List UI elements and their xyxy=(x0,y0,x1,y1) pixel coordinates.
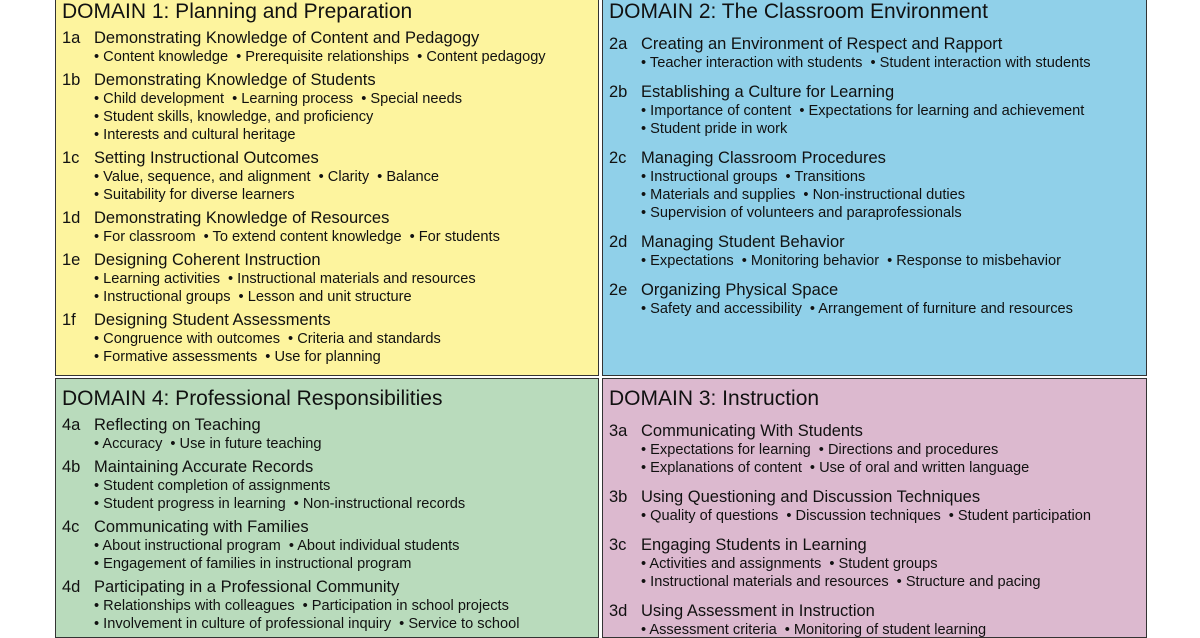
component-title: Engaging Students in Learning xyxy=(641,536,867,554)
element-text: About individual students xyxy=(297,538,460,554)
element-bullet: • Student participation xyxy=(948,508,1091,524)
element-line xyxy=(94,108,592,126)
element-bullet: • Safety and accessibility xyxy=(641,301,802,317)
element-bullet: • Suitability for diverse learners xyxy=(94,187,295,203)
element-text: Use for planning xyxy=(274,349,381,365)
element-text: Importance of content xyxy=(650,103,792,119)
element-line xyxy=(94,555,592,573)
element-bullet: • Criteria and standards xyxy=(288,331,441,347)
element-text: Learning process xyxy=(241,91,354,107)
component-title: Communicating with Families xyxy=(94,518,309,536)
element-text: Service to school xyxy=(408,616,520,632)
component-code: 3a xyxy=(609,422,628,440)
component-item xyxy=(62,149,592,204)
component-code: 1e xyxy=(62,251,81,269)
domain-title: DOMAIN 1: Planning and Preparation xyxy=(62,0,413,23)
element-line xyxy=(94,288,592,306)
component-title: Designing Coherent Instruction xyxy=(94,251,321,269)
element-text: Student skills, knowledge, and proficiency xyxy=(103,109,374,125)
element-text: Arrangement of furniture and resources xyxy=(818,301,1073,317)
element-bullet: • Teacher interaction with students xyxy=(641,55,863,71)
element-text: Monitoring of student learning xyxy=(793,622,987,638)
component-code: 1b xyxy=(62,71,81,89)
element-line xyxy=(641,102,1140,120)
element-bullet: • Accuracy xyxy=(94,436,163,452)
element-bullet: • About instructional program xyxy=(94,538,281,554)
component-item xyxy=(62,458,592,513)
element-bullet: • Monitoring behavior xyxy=(741,253,880,269)
element-bullet: • Value, sequence, and alignment xyxy=(94,169,311,185)
element-bullet: • Relationships with colleagues xyxy=(94,598,295,614)
element-bullet: • Transitions xyxy=(785,169,866,185)
element-line xyxy=(641,54,1140,72)
component-item xyxy=(609,233,1140,270)
element-bullet: • Supervision of volunteers and paraprofessionals xyxy=(641,205,962,221)
element-line xyxy=(94,597,592,615)
element-text: Congruence with outcomes xyxy=(103,331,281,347)
element-text: To extend content knowledge xyxy=(212,229,402,245)
domain-title: DOMAIN 2: The Classroom Environment xyxy=(609,0,988,23)
domain-2-panel xyxy=(602,0,1147,376)
component-item xyxy=(609,149,1140,222)
element-bullet: • Instructional groups xyxy=(641,169,778,185)
element-bullet: • Use for planning xyxy=(265,349,381,365)
element-line xyxy=(94,186,592,204)
element-line xyxy=(94,168,592,186)
element-bullet: • Clarity xyxy=(318,169,370,185)
element-line xyxy=(94,435,592,453)
element-text: Participation in school projects xyxy=(311,598,509,614)
element-line xyxy=(641,300,1140,318)
domain-title: DOMAIN 3: Instruction xyxy=(609,387,820,410)
component-title: Communicating With Students xyxy=(641,422,863,440)
element-text: For students xyxy=(418,229,500,245)
component-title: Designing Student Assessments xyxy=(94,311,331,329)
element-text: Balance xyxy=(386,169,440,185)
element-bullet: • Expectations for learning and achievement xyxy=(799,103,1085,119)
component-code: 2d xyxy=(609,233,628,251)
element-bullet: • Monitoring of student learning xyxy=(784,622,987,638)
component-title: Creating an Environment of Respect and Rapport xyxy=(641,35,1003,53)
element-bullet: • Prerequisite relationships xyxy=(236,49,410,65)
component-item xyxy=(62,311,592,366)
component-code: 3b xyxy=(609,488,628,506)
domain-4-panel xyxy=(55,378,599,638)
element-bullet: • Engagement of families in instructional program xyxy=(94,556,412,572)
element-bullet: • Discussion techniques xyxy=(786,508,941,524)
element-text: Formative assessments xyxy=(103,349,258,365)
element-text: Quality of questions xyxy=(650,508,779,524)
element-text: Involvement in culture of professional inquiry xyxy=(103,616,392,632)
element-bullet: • Importance of content xyxy=(641,103,792,119)
element-text: Materials and supplies xyxy=(650,187,796,203)
element-line xyxy=(641,507,1140,525)
element-text: Transitions xyxy=(794,169,866,185)
element-bullet: • Directions and procedures xyxy=(818,442,999,458)
element-text: Discussion techniques xyxy=(795,508,941,524)
element-text: Interests and cultural heritage xyxy=(103,127,296,143)
component-item xyxy=(609,602,1140,638)
element-bullet: • Student groups xyxy=(829,556,938,572)
component-code: 4d xyxy=(62,578,81,596)
component-title: Using Questioning and Discussion Techniques xyxy=(641,488,981,506)
element-line xyxy=(641,204,1140,222)
element-line xyxy=(94,48,592,66)
element-bullet: • For classroom xyxy=(94,229,196,245)
component-item xyxy=(62,518,592,573)
component-item xyxy=(62,71,592,144)
element-text: Value, sequence, and alignment xyxy=(103,169,311,185)
element-text: Directions and procedures xyxy=(827,442,999,458)
element-text: Response to misbehavior xyxy=(896,253,1061,269)
element-text: Learning activities xyxy=(103,271,220,287)
element-text: Special needs xyxy=(370,91,463,107)
element-text: Instructional groups xyxy=(650,169,778,185)
element-line xyxy=(94,126,592,144)
component-item xyxy=(62,209,592,246)
element-bullet: • Expectations for learning xyxy=(641,442,811,458)
element-bullet: • Congruence with outcomes xyxy=(94,331,281,347)
domain-3-panel xyxy=(602,378,1147,638)
component-title: Reflecting on Teaching xyxy=(94,416,261,434)
element-text: Structure and pacing xyxy=(905,574,1041,590)
component-code: 2e xyxy=(609,281,628,299)
component-item xyxy=(609,488,1140,525)
element-line xyxy=(94,537,592,555)
element-text: Teacher interaction with students xyxy=(649,55,863,71)
element-text: Explanations of content xyxy=(650,460,802,476)
element-line xyxy=(94,495,592,513)
element-bullet: • Learning activities xyxy=(94,271,220,287)
element-bullet: • Assessment criteria xyxy=(641,622,777,638)
element-line xyxy=(641,459,1140,477)
element-text: Monitoring behavior xyxy=(750,253,880,269)
element-bullet: • Student pride in work xyxy=(641,121,788,137)
element-bullet: • Special needs xyxy=(361,91,463,107)
component-code: 3d xyxy=(609,602,628,620)
component-code: 2b xyxy=(609,83,628,101)
element-bullet: • Participation in school projects xyxy=(302,598,509,614)
element-bullet: • For students xyxy=(409,229,500,245)
component-code: 3c xyxy=(609,536,627,554)
element-text: Engagement of families in instructional program xyxy=(103,556,412,572)
component-title: Setting Instructional Outcomes xyxy=(94,149,319,167)
component-code: 1f xyxy=(62,311,76,329)
element-text: Content knowledge xyxy=(103,49,229,65)
element-bullet: • Student skills, knowledge, and proficiency xyxy=(94,109,374,125)
domain-1-panel xyxy=(55,0,599,376)
element-line xyxy=(94,228,592,246)
element-line xyxy=(641,252,1140,270)
element-bullet: • Instructional materials and resources xyxy=(641,574,889,590)
component-title: Demonstrating Knowledge of Content and Pedagogy xyxy=(94,29,480,47)
element-line xyxy=(94,90,592,108)
element-text: Student groups xyxy=(838,556,938,572)
element-line xyxy=(94,270,592,288)
element-bullet: • Activities and assignments xyxy=(641,556,822,572)
element-text: Instructional materials and resources xyxy=(237,271,476,287)
component-code: 4c xyxy=(62,518,80,536)
component-title: Participating in a Professional Community xyxy=(94,578,400,596)
element-text: Suitability for diverse learners xyxy=(103,187,295,203)
component-item xyxy=(62,29,592,66)
element-line xyxy=(94,615,592,633)
element-text: Expectations xyxy=(650,253,734,269)
element-text: About instructional program xyxy=(102,538,281,554)
element-bullet: • Materials and supplies xyxy=(641,187,796,203)
element-line xyxy=(641,555,1140,573)
component-item xyxy=(62,578,592,633)
component-code: 2c xyxy=(609,149,627,167)
element-bullet: • Content knowledge xyxy=(94,49,229,65)
element-bullet: • Student interaction with students xyxy=(870,55,1091,71)
element-bullet: • Non-instructional records xyxy=(293,496,466,512)
element-bullet: • Involvement in culture of professional inquiry xyxy=(94,616,392,632)
element-bullet: • Non-instructional duties xyxy=(803,187,966,203)
element-bullet: • Use of oral and written language xyxy=(809,460,1030,476)
element-bullet: • About individual students xyxy=(288,538,460,554)
element-text: For classroom xyxy=(103,229,196,245)
element-text: Use in future teaching xyxy=(179,436,322,452)
element-text: Supervision of volunteers and paraprofessionals xyxy=(650,205,962,221)
element-bullet: • Expectations xyxy=(641,253,734,269)
component-code: 1c xyxy=(62,149,80,167)
component-title: Demonstrating Knowledge of Students xyxy=(94,71,376,89)
element-bullet: • Use in future teaching xyxy=(170,436,322,452)
element-line xyxy=(641,120,1140,138)
element-text: Expectations for learning xyxy=(650,442,811,458)
element-text: Student completion of assignments xyxy=(103,478,331,494)
element-bullet: • Student completion of assignments xyxy=(94,478,331,494)
element-line xyxy=(641,573,1140,591)
element-text: Activities and assignments xyxy=(649,556,822,572)
component-item xyxy=(62,251,592,306)
element-bullet: • Arrangement of furniture and resources xyxy=(809,301,1073,317)
element-text: Content pedagogy xyxy=(426,49,546,65)
component-title: Maintaining Accurate Records xyxy=(94,458,314,476)
element-bullet: • Instructional groups xyxy=(94,289,231,305)
element-text: Use of oral and written language xyxy=(819,460,1030,476)
element-text: Lesson and unit structure xyxy=(247,289,412,305)
element-bullet: • Learning process xyxy=(232,91,354,107)
element-bullet: • Student progress in learning xyxy=(94,496,286,512)
element-line xyxy=(94,330,592,348)
component-code: 1a xyxy=(62,29,81,47)
element-text: Criteria and standards xyxy=(297,331,441,347)
element-text: Non-instructional records xyxy=(302,496,466,512)
element-text: Instructional materials and resources xyxy=(650,574,889,590)
element-text: Student progress in learning xyxy=(103,496,286,512)
component-item xyxy=(609,35,1140,72)
element-bullet: • Service to school xyxy=(399,616,520,632)
component-item xyxy=(609,83,1140,138)
element-text: Safety and accessibility xyxy=(650,301,802,317)
element-bullet: • To extend content knowledge xyxy=(203,229,402,245)
component-item xyxy=(62,416,592,453)
element-text: Prerequisite relationships xyxy=(245,49,410,65)
element-bullet: • Response to misbehavior xyxy=(887,253,1061,269)
component-item xyxy=(609,422,1140,477)
component-title: Using Assessment in Instruction xyxy=(641,602,875,620)
element-line xyxy=(641,186,1140,204)
element-text: Relationships with colleagues xyxy=(103,598,295,614)
component-title: Managing Classroom Procedures xyxy=(641,149,886,167)
component-item xyxy=(609,281,1140,318)
element-text: Student pride in work xyxy=(650,121,788,137)
element-text: Non-instructional duties xyxy=(812,187,966,203)
element-line xyxy=(641,441,1140,459)
component-code: 2a xyxy=(609,35,628,53)
element-bullet: • Child development xyxy=(94,91,225,107)
element-text: Assessment criteria xyxy=(649,622,777,638)
element-text: Clarity xyxy=(327,169,370,185)
element-bullet: • Explanations of content xyxy=(641,460,802,476)
element-text: Student interaction with students xyxy=(879,55,1091,71)
component-item xyxy=(609,536,1140,591)
component-code: 4b xyxy=(62,458,81,476)
element-bullet: • Instructional materials and resources xyxy=(228,271,476,287)
element-bullet: • Structure and pacing xyxy=(896,574,1041,590)
component-code: 4a xyxy=(62,416,81,434)
component-title: Demonstrating Knowledge of Resources xyxy=(94,209,390,227)
element-text: Student participation xyxy=(957,508,1091,524)
element-line xyxy=(94,477,592,495)
element-text: Accuracy xyxy=(102,436,163,452)
component-title: Managing Student Behavior xyxy=(641,233,845,251)
element-bullet: • Lesson and unit structure xyxy=(238,289,412,305)
element-text: Instructional groups xyxy=(103,289,231,305)
component-title: Organizing Physical Space xyxy=(641,281,839,299)
component-code: 1d xyxy=(62,209,81,227)
element-line xyxy=(641,168,1140,186)
element-line xyxy=(94,348,592,366)
element-text: Child development xyxy=(103,91,225,107)
element-bullet: • Formative assessments xyxy=(94,349,258,365)
element-bullet: • Quality of questions xyxy=(641,508,779,524)
component-title: Establishing a Culture for Learning xyxy=(641,83,895,101)
element-bullet: • Balance xyxy=(377,169,440,185)
element-bullet: • Interests and cultural heritage xyxy=(94,127,296,143)
domain-title: DOMAIN 4: Professional Responsibilities xyxy=(62,387,443,410)
element-bullet: • Content pedagogy xyxy=(417,49,546,65)
element-text: Expectations for learning and achievement xyxy=(808,103,1085,119)
